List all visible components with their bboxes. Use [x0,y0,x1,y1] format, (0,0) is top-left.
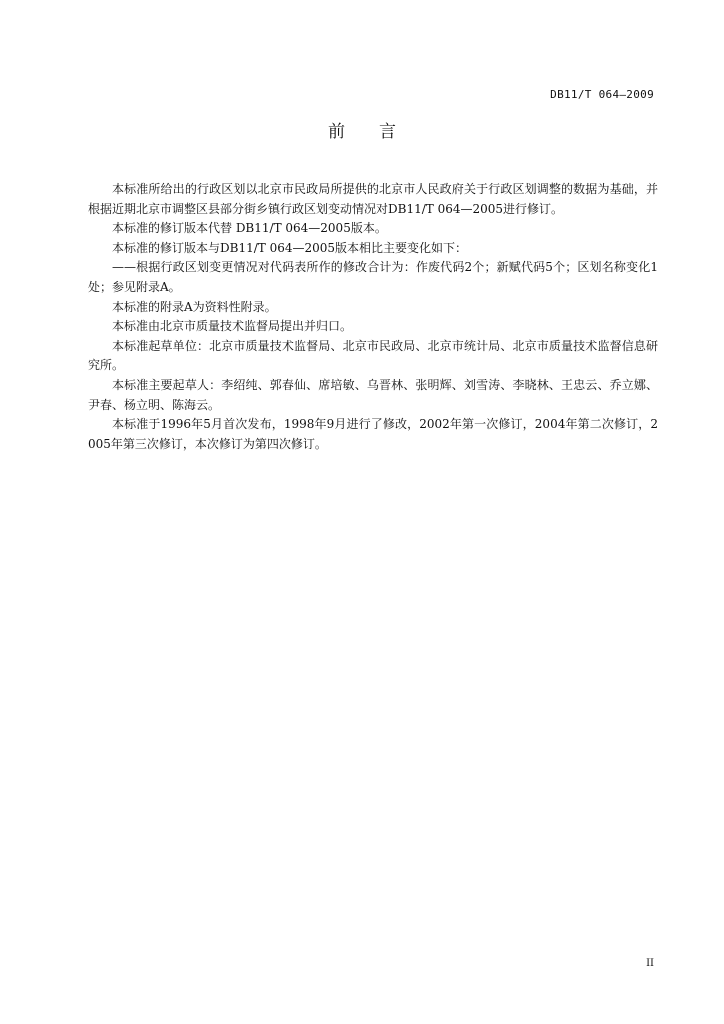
page-title [0,117,724,142]
paragraph-proposer: 本标准由北京市质量技术监督局提出并归口。 [112,319,353,334]
paragraph-basis: 本标准所给出的行政区划以北京市民政局所提供的北京市人民政府关于行政区划调整的数据为基础，并根据近期北京市调整区县部分街乡镇行政区划变动情况对DB11/T 064—2005进行修订。 [88,182,658,216]
paragraph-drafting-units: 本标准起草单位：北京市质量技术监督局、北京市民政局、北京市统计局、北京市质量技术监督信息研究所。 [88,338,658,373]
paragraph-appendix: 本标准的附录A为资料性附录。 [112,299,277,314]
paragraph-changes-list-item: ——根据行政区划变更情况对代码表所作的修改合计为：作废代码2个；新赋代码5个；区划名称变化1处；参见附录A。 [88,260,658,294]
page-number: II [646,958,654,969]
paragraph-changes-intro: 本标准的修订版本与DB11/T 064—2005版本相比主要变化如下： [112,240,468,255]
document-code: DB11/T 064—2009 [550,88,654,101]
title-char-1: 前 [328,122,345,142]
paragraph-history: 本标准于1996年5月首次发布，1998年9月进行了修改，2002年第一次修订，2004年第二次修订，2005年第三次修订，本次修订为第四次修订。 [88,417,658,451]
paragraph-replaces: 本标准的修订版本代替 DB11/T 064—2005版本。 [112,221,387,236]
foreword-body [88,180,658,454]
paragraph-drafters: 本标准主要起草人：李绍纯、郭春仙、席培敏、乌晋林、张明辉、刘雪涛、李晓林、王忠云、乔立娜、尹春、杨立明、陈海云。 [88,377,658,412]
title-char-2: 言 [379,122,396,142]
